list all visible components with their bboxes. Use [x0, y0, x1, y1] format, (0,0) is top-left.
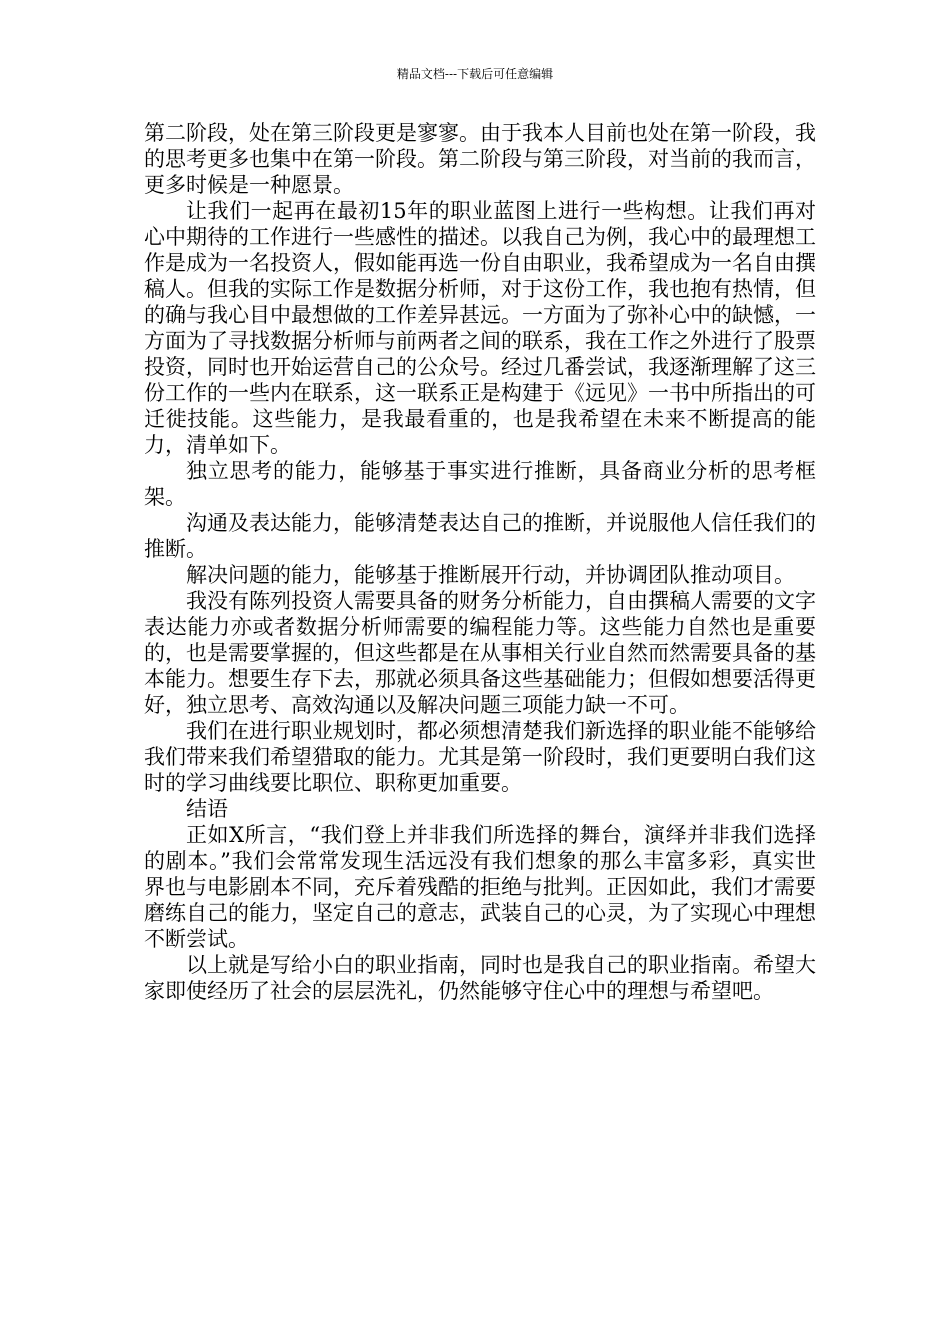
document-body — [144, 120, 816, 1004]
paragraph-4: 沟通及表达能力，能够清楚表达自己的推断，并说服他人信任我们的推断。 — [144, 511, 816, 561]
paragraph-6: 我没有陈列投资人需要具备的财务分析能力，自由撰稿人需要的文字表达能力亦或者数据分析师需要的编程能力等。这些能力自然也是重要的，也是需要掌握的，但这些都是在从事相关行业自然而然需要具备的基本能力。想要生存下去，那就必须具备这些基础能力；但假如想要活得更好，独立思考、高效沟通以及解决问题三项能力缺一不可。 — [144, 589, 816, 717]
section-heading-conclusion: 结语 — [186, 797, 228, 821]
paragraph-10: 以上就是写给小白的职业指南，同时也是我自己的职业指南。希望大家即使经历了社会的层层洗礼，仍然能够守住心中的理想与希望吧。 — [144, 953, 816, 1003]
paragraph-7: 我们在进行职业规划时，都必须想清楚我们新选择的职业能不能够给我们带来我们希望猎取的能力。尤其是第一阶段时，我们更要明白我们这时的学习曲线要比职位、职称更加重要。 — [144, 719, 816, 795]
paragraph-2: 让我们一起再在最初15年的职业蓝图上进行一些构想。让我们再对心中期待的工作进行一些感性的描述。以我自己为例，我心中的最理想工作是成为一名投资人，假如能再选一份自由职业，我希望成为一名自由撰稿人。但我的实际工作是数据分析师，对于这份工作，我也抱有热情，但的确与我心目中最想做的工作差异甚远。一方面为了弥补心中的缺憾，一方面为了寻找数据分析师与前两者之间的联系，我在工作之外进行了股票投资，同时也开始运营自己的公众号。经过几番尝试，我逐渐理解了这三份工作的一些内在联系，这一联系正是构建于《远见》一书中所指出的可迁徙技能。这些能力，是我最看重的，也是我希望在未来不断提高的能力，清单如下。 — [144, 199, 816, 457]
paragraph-3: 独立思考的能力，能够基于事实进行推断，具备商业分析的思考框架。 — [144, 459, 816, 509]
paragraph-1: 第二阶段，处在第三阶段更是寥寥。由于我本人目前也处在第一阶段，我的思考更多也集中在第一阶段。第二阶段与第三阶段，对当前的我而言，更多时候是一种愿景。 — [144, 121, 816, 197]
page-header: 精品文档---下载后可任意编辑 — [396, 67, 554, 81]
paragraph-9: 正如X所言，“我们登上并非我们所选择的舞台，演绎并非我们选择的剧本。”我们会常常发现生活远没有我们想象的那么丰富多彩，真实世界也与电影剧本不同，充斥着残酷的拒绝与批判。正因如此，我们才需要磨练自己的能力，坚定自己的意志，武装自己的心灵，为了实现心中理想不断尝试。 — [144, 823, 816, 951]
paragraph-5: 解决问题的能力，能够基于推断展开行动，并协调团队推动项目。 — [186, 563, 795, 587]
